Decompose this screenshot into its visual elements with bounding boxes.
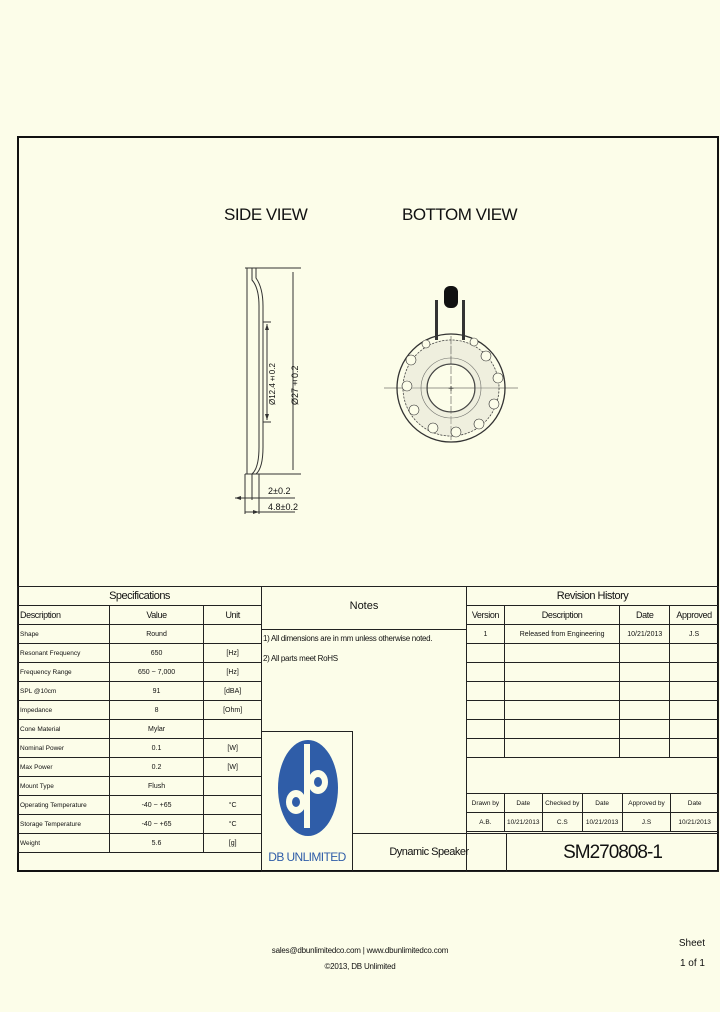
spec-header-value: Value: [109, 606, 204, 625]
table-row: Operating Temperature -40 ~ +65 °C: [18, 796, 262, 815]
notes-title: Notes: [349, 600, 379, 612]
revision-history-table: [466, 586, 719, 758]
checked-by-value: C.S: [542, 813, 582, 832]
date-header: Date: [582, 794, 622, 813]
table-row: [467, 739, 719, 758]
signoff-table: [466, 793, 719, 832]
spec-header-description: Description: [18, 606, 110, 625]
rev-header-version: Version: [467, 606, 505, 625]
note-line: 2) All parts meet RoHS: [263, 654, 338, 663]
footer-copyright: ©2013, DB Unlimited: [324, 962, 396, 971]
note-line: 1) All dimensions are in mm unless otherwise noted.: [263, 634, 433, 643]
date-value: 10/21/2013: [504, 813, 542, 832]
drawn-by-value: A.B.: [467, 813, 505, 832]
table-row: [467, 682, 719, 701]
table-row: Nominal Power 0.1 [W]: [18, 739, 262, 758]
table-row: [467, 720, 719, 739]
table-row: Mount Type Flush: [18, 777, 262, 796]
sheet-number: 1 of 1: [679, 958, 705, 969]
side-view-title: SIDE VIEW: [224, 205, 308, 224]
table-row: Frequency Range 650 ~ 7,000 [Hz]: [18, 663, 262, 682]
table-row: [467, 701, 719, 720]
sheet-label: Sheet: [678, 938, 705, 949]
table-row: [467, 644, 719, 663]
dim-outer-diameter: Ø27±0.2: [290, 365, 300, 405]
logo-letters: [1, 1, 2, 2]
svg-text:+: +: [448, 384, 454, 395]
company-logo-icon: [272, 734, 344, 844]
table-row: Cone Material Mylar: [18, 720, 262, 739]
date-value: 10/21/2013: [582, 813, 622, 832]
spec-header-unit: Unit: [204, 606, 262, 625]
bottom-view-title: BOTTOM VIEW: [402, 205, 518, 224]
dim-height-total: 4.8±0.2: [268, 502, 298, 512]
specifications-title: Specifications: [18, 587, 262, 606]
part-number: SM270808-1: [563, 842, 662, 863]
checked-by-header: Checked by: [542, 794, 582, 813]
bottom-view-drawing: [380, 278, 520, 502]
table-row: Shape Round: [18, 625, 262, 644]
table-row: Max Power 0.2 [W]: [18, 758, 262, 777]
specifications-table: [17, 586, 262, 853]
table-row: SPL @10cm 91 [dBA]: [18, 682, 262, 701]
rev-header-approved: Approved: [670, 606, 719, 625]
dim-inner-diameter: Ø12.4±0.2: [268, 363, 277, 405]
dim-height-inner: 2±0.2: [268, 486, 291, 496]
product-name: Dynamic Speaker: [389, 846, 469, 858]
date-header: Date: [504, 794, 542, 813]
drawn-by-header: Drawn by: [467, 794, 505, 813]
table-row: Resonant Frequency 650 [Hz]: [18, 644, 262, 663]
notes-divider: [261, 629, 467, 630]
date-value: 10/21/2013: [671, 813, 719, 832]
approved-by-header: Approved by: [622, 794, 671, 813]
table-row: Impedance 8 [Ohm]: [18, 701, 262, 720]
date-header: Date: [671, 794, 719, 813]
approved-by-value: J.S: [622, 813, 671, 832]
table-row: 1 Released from Engineering 10/21/2013 J.S: [467, 625, 719, 644]
rev-header-date: Date: [620, 606, 670, 625]
company-name: DB UNLIMITED: [268, 850, 346, 864]
table-row: [467, 663, 719, 682]
rev-header-description: Description: [504, 606, 619, 625]
revision-title: Revision History: [467, 587, 719, 606]
table-row: Storage Temperature -40 ~ +65 °C: [18, 815, 262, 834]
footer-contact: sales@dbunlimitedco.com | www.dbunlimitedco.com: [271, 946, 449, 955]
table-row: Weight 5.6 [g]: [18, 834, 262, 853]
